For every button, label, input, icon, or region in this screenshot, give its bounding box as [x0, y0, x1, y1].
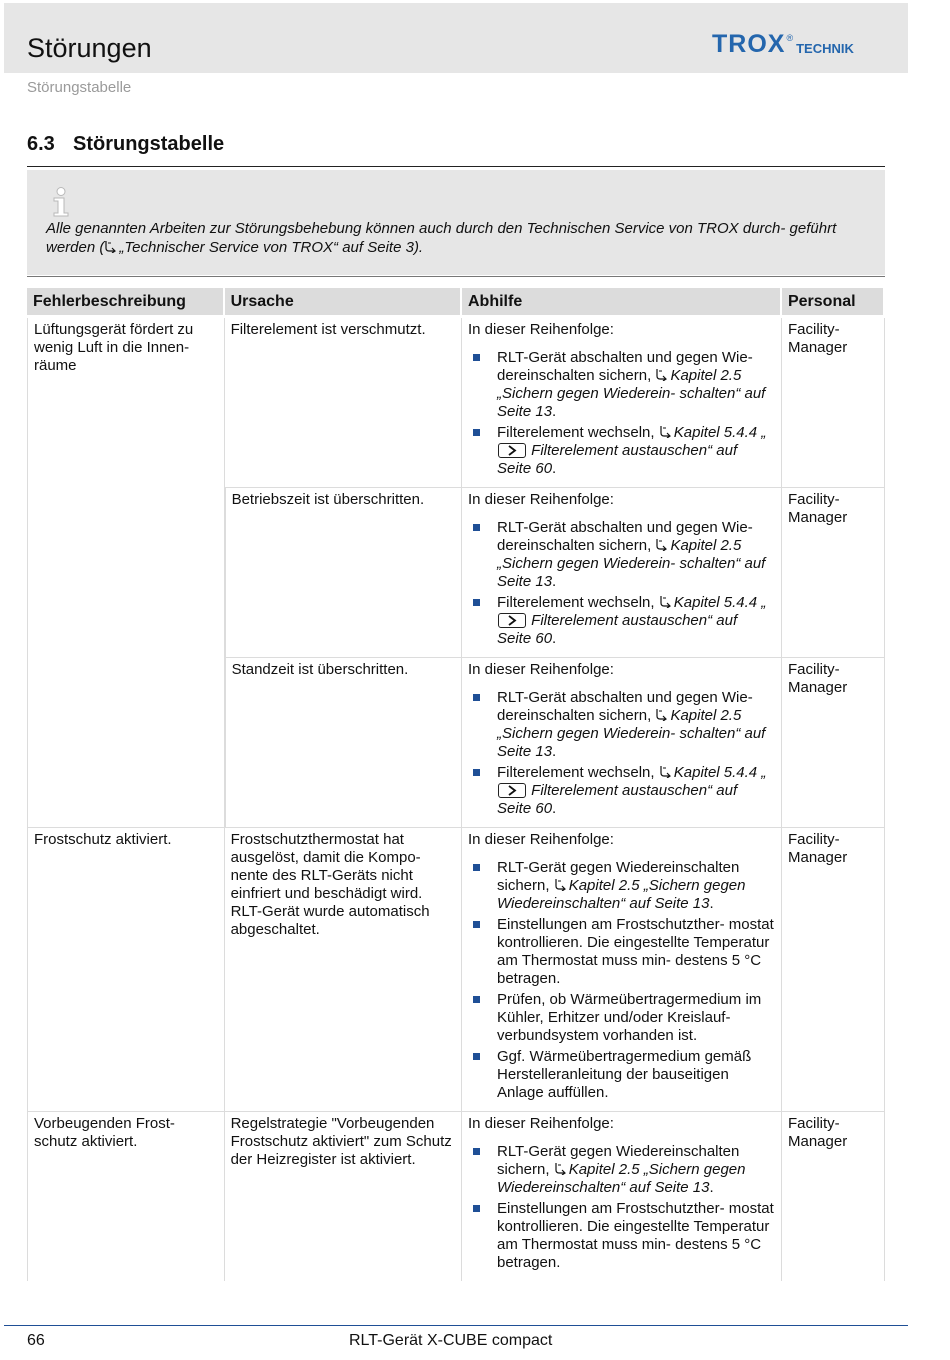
remedy-cell [462, 658, 782, 828]
chevron-right-button-icon [498, 613, 526, 628]
trouble-table [27, 288, 885, 1281]
remedy-steps [468, 1143, 775, 1272]
table-row [27, 1112, 885, 1281]
chapter-reference-link[interactable]: Kapitel 2.5 „Sichern gegen Wiederein- schalten“ auf Seite 13 [497, 707, 766, 760]
remedy-step: RLT-Gerät gegen Wiedereinschalten sichern, Kapitel 2.5 „Sichern gegen Wiedereinschalten“ auf Seite 13. [468, 859, 775, 913]
info-icon [48, 187, 74, 217]
remedy-steps [468, 349, 775, 478]
step-text: RLT-Gerät abschalten und gegen Wie- dereinschalten sichern, [497, 689, 753, 724]
chapter-reference-link[interactable]: Kapitel 2.5 „Sichern gegen Wiederein- schalten“ auf Seite 13 [497, 537, 766, 590]
note-text-after: ). [413, 239, 424, 256]
logo-wordmark: TROX [712, 30, 786, 58]
remedy-steps [468, 689, 775, 818]
chevron-right-button-icon [498, 783, 526, 798]
trox-logo [712, 31, 854, 57]
cause-cell: Standzeit ist überschritten. [225, 658, 462, 828]
footer-rule [4, 1325, 908, 1326]
fault-cell: Lüftungsgerät fördert zu wenig Luft in die Innen- räume [27, 318, 225, 828]
chapter-reference-link[interactable]: Kapitel 2.5 „Sichern gegen Wiedereinschalten“ auf Seite 13 [497, 877, 746, 912]
note-text [46, 219, 876, 257]
remedy-steps [468, 519, 775, 648]
step-text: Filterelement wechseln, [497, 424, 655, 441]
cross-reference-icon [655, 368, 668, 381]
remedy-steps [468, 859, 775, 1102]
table-row [27, 318, 885, 488]
table-header-row [27, 288, 885, 318]
section-heading [27, 133, 224, 156]
fault-cell: Vorbeugenden Frost- schutz aktiviert. [27, 1112, 225, 1281]
remedy-step: RLT-Gerät abschalten und gegen Wie- dereinschalten sichern, Kapitel 2.5 „Sichern gegen Wiederein- schalten“ auf Seite 13. [468, 349, 775, 421]
remedy-cell [462, 828, 782, 1112]
cross-reference-icon [655, 708, 668, 721]
chapter-title: Störungen [27, 33, 152, 63]
remedy-step: RLT-Gerät abschalten und gegen Wie- dereinschalten sichern, Kapitel 2.5 „Sichern gegen Wiederein- schalten“ auf Seite 13. [468, 689, 775, 761]
cross-reference-icon [554, 878, 567, 891]
remedy-step: Prüfen, ob Wärmeübertragermedium im Kühler, Erhitzer und/oder Kreislauf- verbundsystem vorhanden ist. [468, 991, 775, 1045]
cause-cell: Betriebszeit ist überschritten. [225, 488, 462, 658]
cross-reference-icon [659, 595, 672, 608]
cause-cell: Frostschutzthermostat hat ausgelöst, damit die Kompo- nente des RLT-Geräts nicht einfriert und beschädigt wird. RLT-Gerät wurde automatisch abgeschaltet. [225, 828, 462, 1112]
sequence-label: In dieser Reihenfolge: [468, 321, 614, 338]
remedy-step: Filterelement wechseln, Kapitel 5.4.4 „ Filterelement austauschen“ auf Seite 60. [468, 594, 775, 648]
personnel-cell: Facility- Manager [782, 318, 885, 488]
logo-registered-mark: ® [786, 33, 794, 43]
personnel-cell: Facility- Manager [782, 1112, 885, 1281]
remedy-step: Filterelement wechseln, Kapitel 5.4.4 „ Filterelement austauschen“ auf Seite 60. [468, 424, 775, 478]
sequence-label: In dieser Reihenfolge: [468, 831, 614, 848]
remedy-cell [462, 1112, 782, 1281]
step-text: Filterelement wechseln, [497, 764, 655, 781]
page-subtitle: Störungstabelle [27, 79, 132, 96]
section-title: Störungstabelle [73, 133, 225, 155]
cross-reference-icon [104, 240, 117, 253]
step-text: RLT-Gerät abschalten und gegen Wie- dereinschalten sichern, [497, 349, 753, 384]
remedy-step: RLT-Gerät gegen Wiedereinschalten sichern, Kapitel 2.5 „Sichern gegen Wiedereinschalten“ auf Seite 13. [468, 1143, 775, 1197]
document-title: RLT-Gerät X-CUBE compact [349, 1332, 553, 1349]
remedy-step: RLT-Gerät abschalten und gegen Wie- dereinschalten sichern, Kapitel 2.5 „Sichern gegen Wiederein- schalten“ auf Seite 13. [468, 519, 775, 591]
header-cause: Ursache [225, 288, 462, 318]
note-rule [27, 276, 885, 277]
header-fault: Fehlerbeschreibung [27, 288, 225, 318]
note-reference-link[interactable]: „Technischer Service von TROX“ auf Seite 3 [119, 239, 414, 256]
personnel-cell: Facility- Manager [782, 658, 885, 828]
personnel-cell: Facility- Manager [782, 488, 885, 658]
chevron-right-button-icon [498, 443, 526, 458]
cause-cell: Regelstrategie "Vorbeugenden Frostschutz aktiviert" zum Schutz der Heizregister ist aktiviert. [225, 1112, 462, 1281]
section-number: 6.3 [27, 133, 55, 155]
sequence-label: In dieser Reihenfolge: [468, 491, 614, 508]
chapter-reference-link[interactable]: Kapitel 2.5 „Sichern gegen Wiedereinschalten“ auf Seite 13 [497, 1161, 746, 1196]
chapter-reference-link[interactable]: Kapitel 5.4.4 „ Filterelement austauschen“ auf Seite 60 [497, 764, 767, 817]
heading-rule [27, 166, 885, 167]
personnel-cell: Facility- Manager [782, 828, 885, 1112]
remedy-step: Einstellungen am Frostschutzther- mostat kontrollieren. Die eingestellte Temperatur am Thermostat muss min- destens 5 °C betragen. [468, 1200, 775, 1272]
chapter-reference-link[interactable]: Kapitel 2.5 „Sichern gegen Wiederein- schalten“ auf Seite 13 [497, 367, 766, 420]
cross-reference-icon [659, 765, 672, 778]
cause-cell: Filterelement ist verschmutzt. [225, 318, 462, 488]
fault-cell: Frostschutz aktiviert. [27, 828, 225, 1112]
note-text-before: Alle genannten Arbeiten zur Störungsbehebung können auch durch den Technischen Service von TROX durch- geführt werden ( [46, 220, 837, 256]
logo-subword: TECHNIK [796, 41, 854, 56]
remedy-step: Filterelement wechseln, Kapitel 5.4.4 „ Filterelement austauschen“ auf Seite 60. [468, 764, 775, 818]
step-text: RLT-Gerät gegen Wiedereinschalten sichern, [497, 859, 740, 894]
chapter-reference-link[interactable]: Kapitel 5.4.4 „ Filterelement austauschen“ auf Seite 60 [497, 594, 767, 647]
remedy-step: Einstellungen am Frostschutzther- mostat kontrollieren. Die eingestellte Temperatur am Thermostat muss min- destens 5 °C betragen. [468, 916, 775, 988]
header-remedy: Abhilfe [462, 288, 782, 318]
table-row [27, 828, 885, 1112]
header-personnel: Personal [782, 288, 885, 318]
step-text: RLT-Gerät abschalten und gegen Wie- dereinschalten sichern, [497, 519, 753, 554]
remedy-step: Ggf. Wärmeübertragermedium gemäß Herstelleranleitung der bauseitigen Anlage auffüllen. [468, 1048, 775, 1102]
cross-reference-icon [659, 425, 672, 438]
cross-reference-icon [655, 538, 668, 551]
remedy-cell [462, 488, 782, 658]
cross-reference-icon [554, 1162, 567, 1175]
step-text: RLT-Gerät gegen Wiedereinschalten sichern, [497, 1143, 740, 1178]
step-text: Filterelement wechseln, [497, 594, 655, 611]
chapter-reference-link[interactable]: Kapitel 5.4.4 „ Filterelement austauschen“ auf Seite 60 [497, 424, 767, 477]
page-number: 66 [27, 1332, 45, 1349]
remedy-cell [462, 318, 782, 488]
sequence-label: In dieser Reihenfolge: [468, 1115, 614, 1132]
sequence-label: In dieser Reihenfolge: [468, 661, 614, 678]
